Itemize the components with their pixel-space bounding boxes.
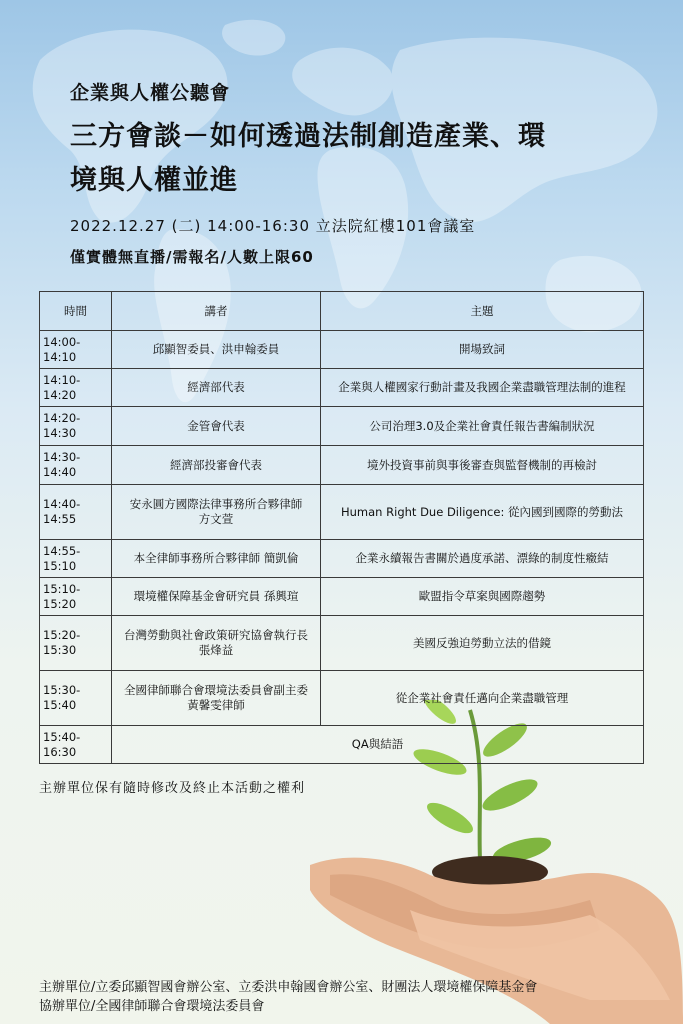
topic-cell: 美國反強迫勞動立法的借鏡: [321, 616, 644, 671]
table-row: [40, 485, 644, 540]
speaker-cell: 本全律師事務所合夥律師 簡凱倫: [112, 540, 321, 578]
speaker-cell: 經濟部代表: [112, 369, 321, 407]
table-row: [40, 331, 644, 369]
header-time: 時間: [40, 292, 112, 331]
speaker-line-1: 安永圓方國際法律事務所合夥律師: [129, 497, 303, 511]
table-row: [40, 616, 644, 671]
speaker-cell: 邱顯智委員、洪申翰委員: [112, 331, 321, 369]
speaker-line-2: 張烽益: [198, 643, 234, 657]
topic-cell: 企業與人權國家行動計畫及我國企業盡職管理法制的進程: [321, 369, 644, 407]
topic-cell: Human Right Due Diligence: 從內國到國際的勞動法: [321, 485, 644, 540]
table-row: [40, 578, 644, 616]
topic-cell: 企業永續報告書關於過度承諾、漂綠的制度性癥結: [321, 540, 644, 578]
topic-cell: 境外投資事前與事後審查與監督機制的再檢討: [321, 446, 644, 485]
time-cell: 14:55-15:10: [40, 540, 112, 578]
speaker-cell: [112, 485, 321, 540]
header: [70, 78, 643, 267]
event-subtitle: 企業與人權公聽會: [70, 82, 231, 104]
title-line-1: 三方會談－如何透過法制創造產業、環: [70, 121, 546, 152]
time-cell: 15:20-15:30: [40, 616, 112, 671]
rights-footnote: 主辦單位保有隨時修改及終止本活動之權利: [39, 781, 306, 796]
table-row: [40, 726, 644, 764]
speaker-line-1: 全國律師聯合會環境法委員會副主委: [124, 683, 308, 697]
topic-cell: 歐盟指令草案與國際趨勢: [321, 578, 644, 616]
time-cell: 15:10-15:20: [40, 578, 112, 616]
time-cell: 14:20-14:30: [40, 407, 112, 446]
topic-cell: 從企業社會責任邁向企業盡職管理: [321, 671, 644, 726]
time-cell: 14:30-14:40: [40, 446, 112, 485]
time-cell: 14:10-14:20: [40, 369, 112, 407]
time-cell: 14:00-14:10: [40, 331, 112, 369]
table-row: [40, 446, 644, 485]
co-host-organizers: 協辦單位/全國律師聯合會環境法委員會: [39, 999, 265, 1014]
table-header-row: [40, 292, 644, 331]
time-cell: 15:40-16:30: [40, 726, 112, 764]
table-row: [40, 671, 644, 726]
table-row: [40, 369, 644, 407]
merged-cell: QA與結語: [112, 726, 644, 764]
time-cell: 15:30-15:40: [40, 671, 112, 726]
speaker-cell: [112, 616, 321, 671]
speaker-line-2: 黃馨雯律師: [187, 698, 245, 712]
time-cell: 14:40-14:55: [40, 485, 112, 540]
header-topic: 主題: [321, 292, 644, 331]
date-venue-info: 2022.12.27 (二) 14:00-16:30 立法院紅樓101會議室: [70, 217, 476, 235]
speaker-cell: [112, 671, 321, 726]
topic-cell: 開場致詞: [321, 331, 644, 369]
registration-notice: 僅實體無直播/需報名/人數上限60: [70, 248, 314, 266]
speaker-line-2: 方文萱: [198, 512, 234, 526]
speaker-cell: 經濟部投審會代表: [112, 446, 321, 485]
speaker-line-1: 台灣勞動與社會政策研究協會執行長: [124, 628, 308, 642]
speaker-cell: 環境權保障基金會研究員 孫興瑄: [112, 578, 321, 616]
table-row: [40, 407, 644, 446]
title-line-2: 境與人權並進: [70, 165, 238, 196]
header-speaker: 講者: [112, 292, 321, 331]
topic-cell: 公司治理3.0及企業社會責任報告書編制狀況: [321, 407, 644, 446]
speaker-cell: 金管會代表: [112, 407, 321, 446]
organizers: [39, 978, 537, 1016]
host-organizers: 主辦單位/立委邱顯智國會辦公室、立委洪申翰國會辦公室、財團法人環境權保障基金會: [39, 980, 538, 995]
schedule-table: [39, 291, 644, 764]
event-title: [70, 115, 643, 203]
table-row: [40, 540, 644, 578]
